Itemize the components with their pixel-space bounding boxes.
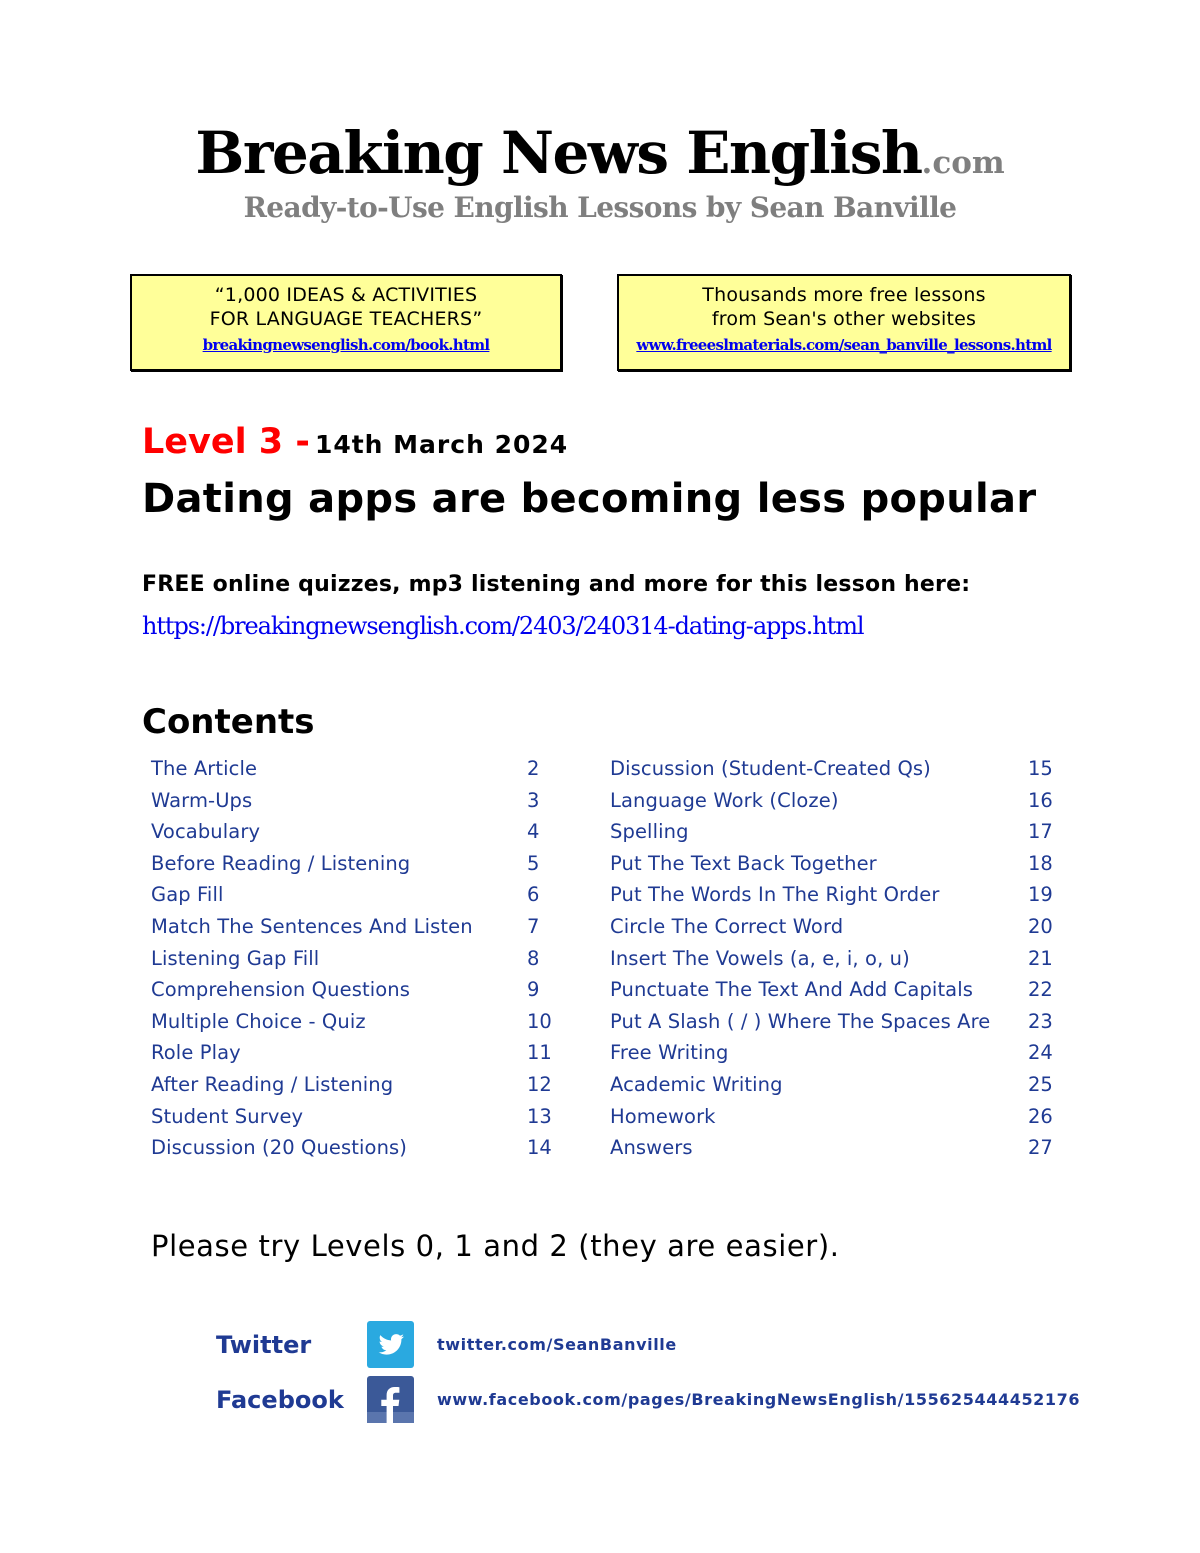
toc-entry-page: 24 [1028,1041,1053,1064]
toc-entry-label: Language Work (Cloze) [610,789,839,812]
toc-entry-page: 17 [1028,820,1053,843]
twitter-icon[interactable] [367,1321,414,1368]
toc-entry-label: Before Reading / Listening [151,852,411,875]
toc-entry-label: Vocabulary [151,820,261,843]
toc-entry-label: Match The Sentences And Listen [151,915,473,938]
toc-entry-page: 5 [527,852,540,875]
toc-entry-page: 11 [527,1041,552,1064]
toc-entry-label: Warm-Ups [151,789,253,812]
toc-entry-page: 18 [1028,852,1053,875]
toc-entry-label: Comprehension Questions [151,978,410,1001]
toc-entry-label: The Article [151,757,258,780]
book-promo-line2: FOR LANGUAGE TEACHERS” [209,308,483,330]
toc-entry-page: 21 [1028,947,1053,970]
toc-entry-page: 23 [1028,1010,1053,1033]
toc-entry-page: 25 [1028,1073,1053,1096]
toc-entry-label: After Reading / Listening [151,1073,394,1096]
toc-entry-label: Spelling [610,820,689,843]
twitter-link[interactable]: twitter.com/SeanBanville [437,1335,677,1354]
toc-entry-label: Punctuate The Text And Add Capitals [610,978,974,1001]
toc-entry-label: Put The Words In The Right Order [610,883,940,906]
toc-entry-label: Answers [610,1136,693,1159]
toc-entry-label: Role Play [151,1041,241,1064]
free-resources-text: FREE online quizzes, mp3 listening and more for this lesson here: [142,572,971,597]
toc-entry-page: 26 [1028,1105,1053,1128]
toc-entry-label: Put The Text Back Together [610,852,877,875]
level-label: Level 3 - [142,422,310,462]
contents-heading: Contents [142,702,315,742]
toc-entry-label: Discussion (Student-Created Qs) [610,757,931,780]
toc-entry-label: Multiple Choice - Quiz [151,1010,366,1033]
site-title-main: Breaking News English [195,119,922,187]
toc-entry-page: 12 [527,1073,552,1096]
toc-entry-label: Academic Writing [610,1073,783,1096]
twitter-label: Twitter [216,1331,312,1359]
toc-entry-label: Listening Gap Fill [151,947,320,970]
toc-entry-page: 2 [527,757,540,780]
lesson-title: Dating apps are becoming less popular [142,476,1037,522]
book-promo-link[interactable]: breakingnewsenglish.com/book.html [202,336,490,354]
facebook-icon[interactable] [367,1376,414,1423]
toc-entry-label: Insert The Vowels (a, e, i, o, u) [610,947,910,970]
toc-entry-page: 7 [527,915,540,938]
level-line [142,420,568,470]
toc-entry-label: Gap Fill [151,883,224,906]
toc-entry-page: 3 [527,789,540,812]
toc-entry-page: 19 [1028,883,1053,906]
book-promo-line1: “1,000 IDEAS & ACTIVITIES [214,284,478,306]
toc-entry-page: 27 [1028,1136,1053,1159]
toc-entry-page: 15 [1028,757,1053,780]
other-sites-promo-link[interactable]: www.freeeslmaterials.com/sean_banville_lessons.html [636,336,1052,354]
toc-entry-page: 10 [527,1010,552,1033]
toc-entry-page: 9 [527,978,540,1001]
other-sites-promo-line1: Thousands more free lessons [702,284,986,306]
site-title-suffix: .com [921,145,1005,181]
site-subtitle: Ready-to-Use English Lessons by Sean Banville [243,191,957,224]
toc-entry-page: 4 [527,820,540,843]
toc-entry-label: Discussion (20 Questions) [151,1136,407,1159]
toc-entry-label: Free Writing [610,1041,729,1064]
try-levels-text: Please try Levels 0, 1 and 2 (they are easier). [151,1229,840,1263]
toc-entry-label: Homework [610,1105,716,1128]
other-sites-promo-box [617,274,1071,371]
toc-entry-page: 20 [1028,915,1053,938]
toc-entry-label: Put A Slash ( / ) Where The Spaces Are [610,1010,991,1033]
toc-entry-page: 14 [527,1136,552,1159]
toc-entry-label: Student Survey [151,1105,304,1128]
facebook-link[interactable]: www.facebook.com/pages/BreakingNewsEnglish/155625444452176 [437,1390,1081,1409]
other-sites-promo-line2: from Sean's other websites [711,308,977,330]
toc-entry-page: 8 [527,947,540,970]
lesson-url-link[interactable]: https://breakingnewsenglish.com/2403/240314-dating-apps.html [142,612,864,640]
site-title [0,118,1200,198]
toc-entry-page: 22 [1028,978,1053,1001]
facebook-label: Facebook [216,1386,344,1414]
toc-entry-label: Circle The Correct Word [610,915,844,938]
book-promo-box [130,274,562,371]
lesson-date: 14th March 2024 [314,430,569,459]
toc-entry-page: 13 [527,1105,552,1128]
toc-entry-page: 6 [527,883,540,906]
toc-entry-page: 16 [1028,789,1053,812]
